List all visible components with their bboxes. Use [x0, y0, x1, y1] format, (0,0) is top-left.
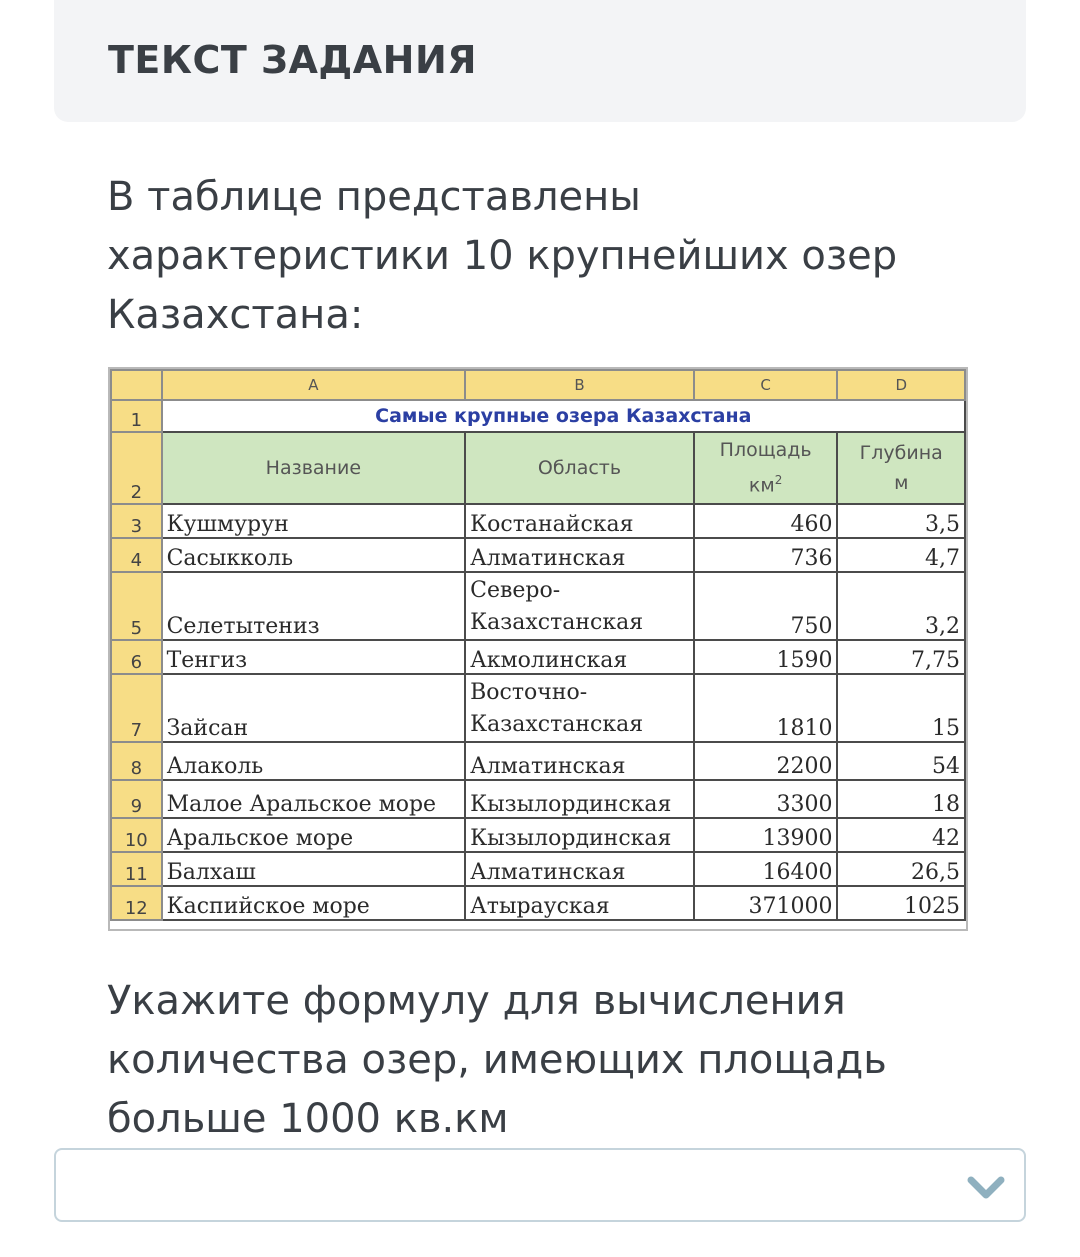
- intro-line-1: В таблице представлены: [107, 174, 641, 220]
- lake-depth: 18: [837, 780, 965, 818]
- lake-area: 13900: [694, 818, 838, 852]
- column-header-c: C: [694, 370, 838, 400]
- row-number: 3: [111, 504, 162, 538]
- lake-region-line-2: Казахстанская: [470, 712, 644, 737]
- lake-name: Алаколь: [162, 742, 466, 780]
- lake-region: Кызылординская: [465, 780, 694, 818]
- lake-region: [465, 674, 694, 742]
- row-number: 7: [111, 674, 162, 742]
- row-number: 1: [111, 400, 162, 432]
- lake-name: Каспийское море: [162, 886, 466, 920]
- lake-area: 371000: [694, 886, 838, 920]
- corner-cell: [111, 370, 162, 400]
- chevron-down-icon[interactable]: [966, 1174, 1006, 1202]
- lake-region-line-2: Казахстанская: [470, 610, 644, 635]
- lake-name: Селетытениз: [162, 572, 466, 640]
- header-region: Область: [465, 432, 694, 504]
- table-row: [111, 818, 965, 852]
- lake-region: Кызылординская: [465, 818, 694, 852]
- table-row: [111, 640, 965, 674]
- intro-line-3: Казахстана:: [107, 292, 364, 338]
- table-row: [111, 572, 965, 640]
- lake-depth: 3,5: [837, 504, 965, 538]
- lake-region: [465, 572, 694, 640]
- lake-name: Зайсан: [162, 674, 466, 742]
- question-line-2: количества озер, имеющих площадь: [107, 1037, 887, 1083]
- lake-depth: 42: [837, 818, 965, 852]
- lake-name: Аральское море: [162, 818, 466, 852]
- lake-name: Кушмурун: [162, 504, 466, 538]
- row-number: 10: [111, 818, 162, 852]
- lake-area: 736: [694, 538, 838, 572]
- lake-region: Алматинская: [465, 742, 694, 780]
- row-number: 4: [111, 538, 162, 572]
- row-number: 12: [111, 886, 162, 920]
- row-number: 5: [111, 572, 162, 640]
- table-row: [111, 674, 965, 742]
- row-number: 11: [111, 852, 162, 886]
- task-header-card: [54, 0, 1026, 122]
- header-row: [111, 432, 965, 504]
- lake-area: 1590: [694, 640, 838, 674]
- header-depth: [837, 432, 965, 504]
- lake-region: Алматинская: [465, 538, 694, 572]
- lake-depth: 3,2: [837, 572, 965, 640]
- table-row: [111, 742, 965, 780]
- table-title: Самые крупные озера Казахстана: [162, 400, 965, 432]
- lake-region: Акмолинская: [465, 640, 694, 674]
- column-header-a: A: [162, 370, 466, 400]
- lake-region: Атырауская: [465, 886, 694, 920]
- lake-depth: 15: [837, 674, 965, 742]
- header-depth-label: Глубина: [859, 442, 943, 464]
- task-question-text: [107, 972, 967, 1149]
- lake-area: 1810: [694, 674, 838, 742]
- lake-name: Малое Аральское море: [162, 780, 466, 818]
- lake-area: 2200: [694, 742, 838, 780]
- lake-name: Балхаш: [162, 852, 466, 886]
- question-line-3: больше 1000 кв.км: [107, 1096, 509, 1142]
- header-area-sup: 2: [774, 473, 783, 488]
- header-name: Название: [162, 432, 466, 504]
- lake-name: Сасыкколь: [162, 538, 466, 572]
- lake-depth: 7,75: [837, 640, 965, 674]
- header-depth-unit: м: [894, 472, 909, 494]
- title-row: [111, 400, 965, 432]
- row-number: 6: [111, 640, 162, 674]
- intro-line-2: характеристики 10 крупнейших озер: [107, 233, 898, 279]
- lake-region-line-1: Северо-: [470, 578, 561, 603]
- row-number: 9: [111, 780, 162, 818]
- table-row: [111, 886, 965, 920]
- lake-region: Алматинская: [465, 852, 694, 886]
- table-row: [111, 852, 965, 886]
- question-line-1: Укажите формулу для вычисления: [107, 978, 846, 1024]
- lake-area: 3300: [694, 780, 838, 818]
- lakes-spreadsheet-image: [108, 367, 968, 931]
- table-row: [111, 780, 965, 818]
- task-header-title: ТЕКСТ ЗАДАНИЯ: [108, 38, 478, 82]
- lake-region-line-1: Восточно-: [470, 680, 588, 705]
- row-number: 2: [111, 432, 162, 504]
- row-number: 8: [111, 742, 162, 780]
- task-intro-text: [107, 168, 967, 345]
- lakes-table: [110, 369, 966, 921]
- table-row: [111, 504, 965, 538]
- lake-name: Тенгиз: [162, 640, 466, 674]
- header-area: [694, 432, 838, 504]
- column-header-row: [111, 370, 965, 400]
- lake-depth: 1025: [837, 886, 965, 920]
- header-area-label: Площадь: [719, 439, 812, 462]
- column-header-b: B: [465, 370, 694, 400]
- header-area-unit: км: [748, 474, 775, 497]
- lake-depth: 4,7: [837, 538, 965, 572]
- answer-dropdown[interactable]: [54, 1148, 1026, 1222]
- lake-area: 460: [694, 504, 838, 538]
- lake-region: Костанайская: [465, 504, 694, 538]
- column-header-d: D: [837, 370, 965, 400]
- lake-depth: 54: [837, 742, 965, 780]
- table-row: [111, 538, 965, 572]
- lake-area: 750: [694, 572, 838, 640]
- lake-area: 16400: [694, 852, 838, 886]
- lake-depth: 26,5: [837, 852, 965, 886]
